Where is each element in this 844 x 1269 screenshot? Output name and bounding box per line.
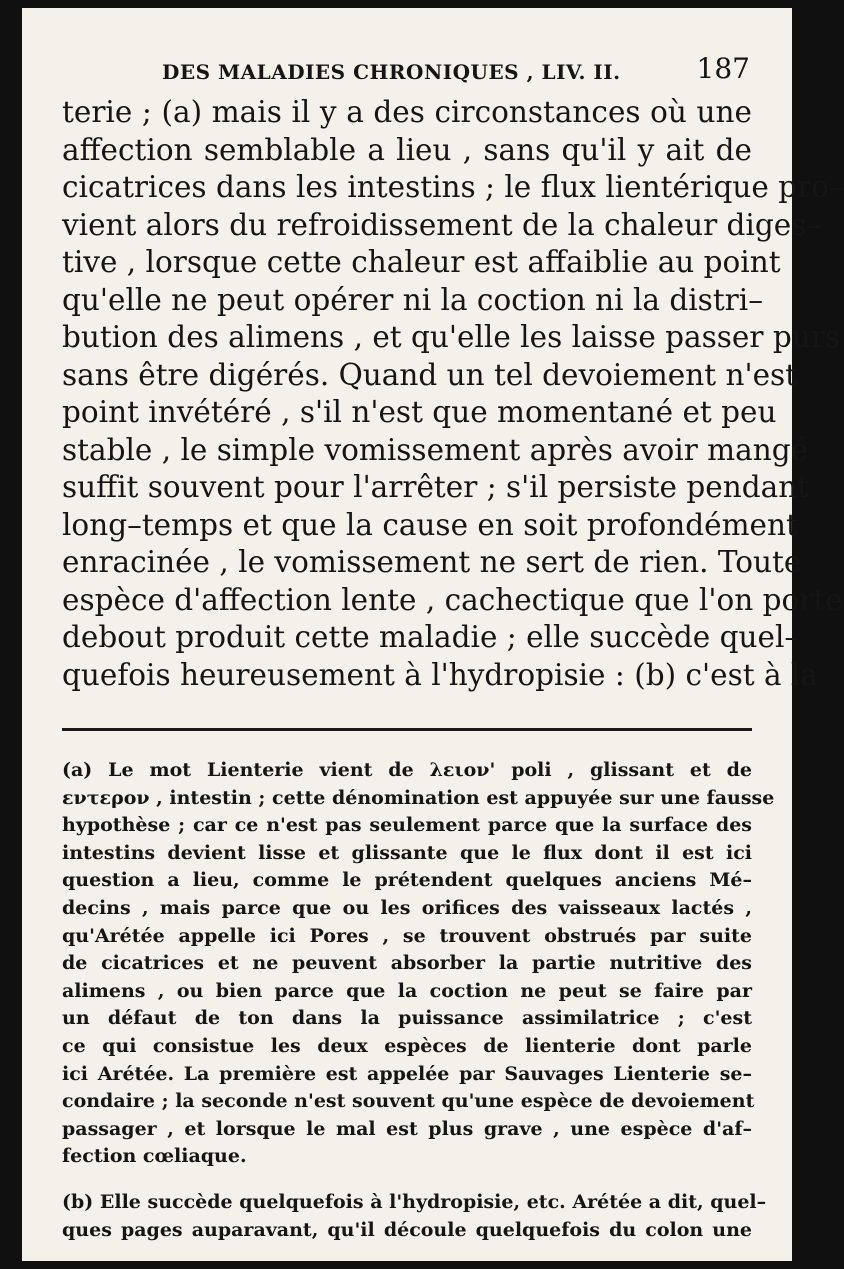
footnote-line: condaire ; la seconde n'est souvent qu'une espèce de devoiement	[62, 1090, 755, 1113]
footnote-a	[62, 757, 775, 1171]
footnote-line: intestins devient lisse et glissante que le flux dont il est ici	[62, 841, 752, 864]
text-line: long–temps et que la cause en soit profondément	[62, 507, 798, 542]
book-page	[22, 8, 844, 1261]
footnote-line: question a lieu, comme le prétendent quelques anciens Mé–	[62, 869, 752, 892]
footnote-line: fection cœliaque.	[62, 1145, 247, 1168]
footnote-line: passager , et lorsque le mal est plus grave , une espèce d'af–	[62, 1117, 752, 1140]
footnote-line: ce qui consistue les deux espèces de lienterie dont parle	[62, 1034, 752, 1057]
footnote-line: (b) Elle succède quelquefois à l'hydropisie, etc. Arétée a dit, quel–	[62, 1190, 767, 1213]
footnote-line: ici Arétée. La première est appelée par Sauvages Lienterie se–	[62, 1062, 752, 1085]
text-line: espèce d'affection lente , cachectique que l'on porte	[62, 582, 843, 617]
running-title: DES MALADIES CHRONIQUES , LIV. II.	[162, 60, 621, 84]
page-number: 187	[696, 52, 750, 85]
text-line: suffit souvent pour l'arrêter ; s'il persiste pendant	[62, 470, 810, 504]
footnote-line: un défaut de ton dans la puissance assimilatrice ; c'est	[62, 1007, 752, 1030]
text-line: bution des alimens , et qu'elle les laisse passer purs	[62, 320, 840, 354]
footnote-b	[62, 1189, 767, 1244]
text-line: quefois heureusement à l'hydropisie : (b) c'est à la	[62, 657, 818, 692]
text-line: stable , le simple vomissement après avoir mangé	[62, 432, 809, 467]
footnote-line: qu'Arétée appelle ici Pores , se trouvent obstrués par suite	[62, 924, 752, 947]
footnote-line: alimens , ou bien parce que la coction ne peut se faire par	[62, 979, 752, 1002]
text-line: cicatrices dans les intestins ; le flux lientérique pro–	[62, 170, 844, 204]
main-text	[62, 94, 844, 694]
page-header	[62, 52, 752, 94]
footnote-divider	[62, 728, 752, 731]
footnote-line: (a) Le mot Lienterie vient de λειον' poli , glissant et de	[62, 759, 752, 781]
text-line: debout produit cette maladie ; elle succède quel–	[62, 620, 800, 654]
text-line: point invétéré , s'il n'est que momentané et peu	[62, 395, 777, 429]
footnote-line: εντερον , intestin ; cette dénomination est appuyée sur une fausse	[62, 786, 775, 809]
footnote-line: hypothèse ; car ce n'est pas seulement parce que la surface des	[62, 814, 752, 837]
text-line: sans être digérés. Quand un tel devoiement n'est	[62, 357, 798, 392]
text-line: vient alors du refroidissement de la chaleur diges–	[62, 207, 822, 242]
text-line: qu'elle ne peut opérer ni la coction ni la distri–	[62, 282, 763, 317]
text-line: terie ; (a) mais il y a des circonstances où une	[62, 95, 752, 129]
footnote-line: ques pages auparavant, qu'il découle quelquefois du colon une	[62, 1218, 752, 1241]
footnotes	[62, 757, 775, 1244]
page-content	[62, 52, 844, 1244]
text-line: enracinée , le vomissement ne sert de rien. Toute	[62, 545, 802, 579]
footnote-line: decins , mais parce que ou les orifices des vaisseaux lactés ,	[62, 896, 752, 919]
text-line: tive , lorsque cette chaleur est affaiblie au point	[62, 245, 781, 279]
text-line: affection semblable a lieu , sans qu'il y ait de	[62, 132, 752, 167]
footnote-line: de cicatrices et ne peuvent absorber la partie nutritive des	[62, 952, 752, 975]
